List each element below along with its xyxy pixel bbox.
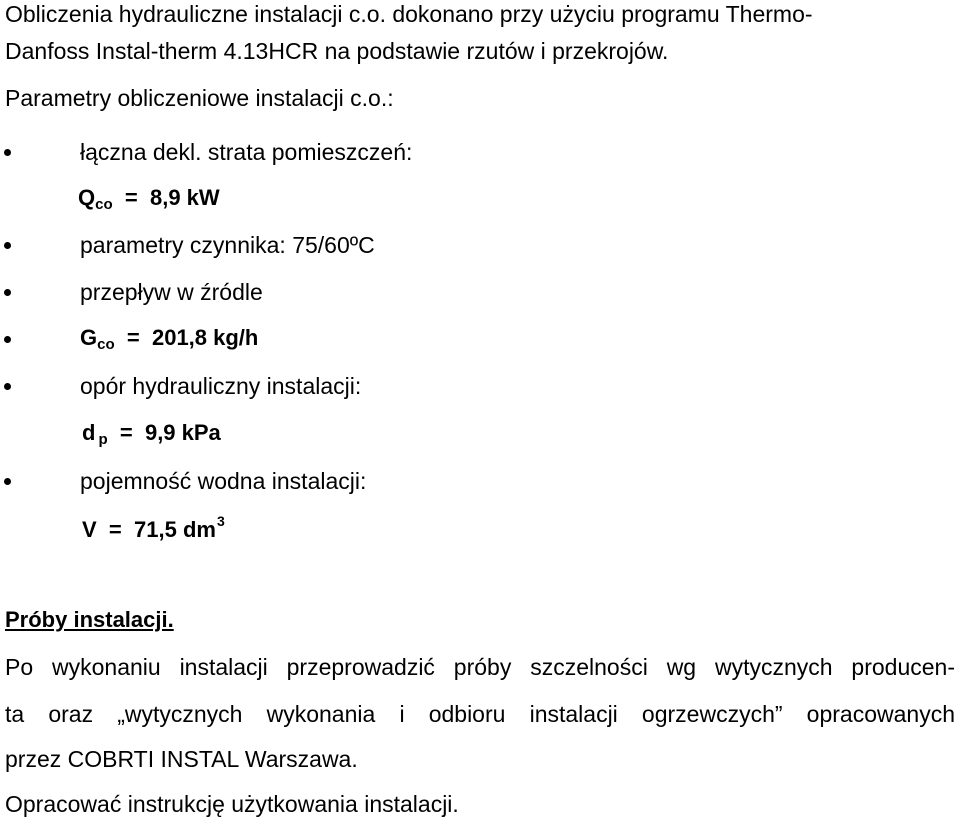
tests-paragraph-line-2: ta oraz „wytycznych wykonania i odbioru instalacji ogrzewczych” opracowanych xyxy=(5,701,955,727)
gco-subscript: co xyxy=(97,336,115,353)
qco-symbol: Q xyxy=(78,185,96,210)
qco-value: 8,9 kW xyxy=(149,185,220,210)
tests-heading: Próby instalacji. xyxy=(5,607,174,632)
volume-formula xyxy=(82,513,225,546)
bullet-icon xyxy=(4,289,11,296)
dp-formula xyxy=(82,419,221,450)
bullet-icon xyxy=(4,383,11,390)
medium-label: parametry czynnika: 75/60ºC xyxy=(80,232,375,258)
gco-value: 201,8 kg/h xyxy=(151,325,259,350)
dp-symbol: d xyxy=(82,420,96,445)
qco-formula xyxy=(78,184,220,215)
loss-label: łączna dekl. strata pomieszczeń: xyxy=(80,139,413,165)
qco-subscript: co xyxy=(95,196,113,213)
instruction-line: Opracować instrukcję użytkowania instalacji. xyxy=(5,791,459,817)
flow-label: przepływ w źródle xyxy=(80,279,263,305)
intro-line-2: Danfoss Instal-therm 4.13HCR na podstawie rzutów i przekrojów. xyxy=(5,38,669,64)
volume-equals: = xyxy=(108,517,122,542)
qco-equals: = xyxy=(124,185,138,210)
dp-equals: = xyxy=(119,420,133,445)
intro-line-1: Obliczenia hydrauliczne instalacji c.o. dokonano przy użyciu programu Thermo- xyxy=(5,1,813,27)
bullet-icon xyxy=(4,149,11,156)
gco-equals: = xyxy=(126,325,140,350)
dp-value: 9,9 kPa xyxy=(144,420,221,445)
bullet-icon xyxy=(4,336,11,343)
dp-subscript: p xyxy=(98,431,108,448)
intro-line-3: Parametry obliczeniowe instalacji c.o.: xyxy=(5,85,394,111)
volume-symbol: V xyxy=(82,517,97,542)
resistance-label: opór hydrauliczny instalacji: xyxy=(80,373,362,399)
capacity-label: pojemność wodna instalacji: xyxy=(80,468,367,494)
bullet-icon xyxy=(4,478,11,485)
gco-formula xyxy=(80,324,258,355)
tests-paragraph-line-3: przez COBRTI INSTAL Warszawa. xyxy=(5,746,358,772)
volume-value: 71,5 dm xyxy=(134,517,216,542)
bullet-icon xyxy=(4,242,11,249)
gco-symbol: G xyxy=(80,325,98,350)
volume-superscript: 3 xyxy=(216,513,225,529)
tests-paragraph-line-1: Po wykonaniu instalacji przeprowadzić próby szczelności wg wytycznych producen- xyxy=(5,654,955,680)
